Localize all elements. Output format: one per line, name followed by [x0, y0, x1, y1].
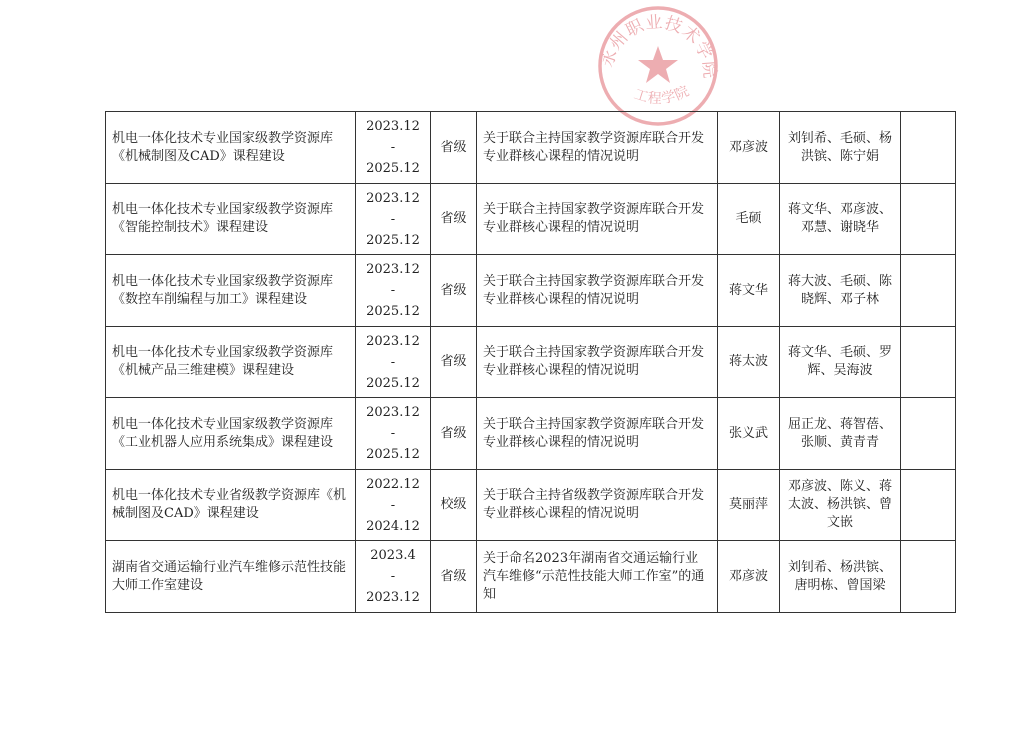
time-separator: - [390, 140, 396, 155]
project-name-cell: 机电一体化技术专业国家级教学资源库《数控车削编程与加工》课程建设 [106, 255, 356, 327]
project-table [105, 111, 956, 613]
level-cell: 省级 [431, 327, 477, 398]
time-cell [356, 112, 431, 184]
members-cell: 刘钊希、杨洪镔、唐明栋、曾国梁 [780, 541, 901, 613]
document-cell: 关于联合主持国家教学资源库联合开发专业群核心课程的情况说明 [477, 327, 718, 398]
table-row [106, 184, 956, 255]
table-row [106, 470, 956, 541]
remark-cell [901, 112, 956, 184]
leader-cell: 莫丽萍 [718, 470, 780, 541]
table-body [106, 112, 956, 613]
time-separator: - [390, 497, 396, 513]
time-cell [356, 470, 431, 541]
project-name-cell: 机电一体化技术专业国家级教学资源库《机械产品三维建模》课程建设 [106, 327, 356, 398]
seal-star-icon [638, 46, 678, 83]
time-separator: - [390, 569, 396, 584]
document-cell: 关于联合主持国家教学资源库联合开发专业群核心课程的情况说明 [477, 255, 718, 327]
members-cell: 邓彦波、陈义、蒋太波、杨洪镔、曾文嵌 [780, 470, 901, 541]
time-start: 2023.12 [366, 405, 420, 420]
time-start: 2023.4 [370, 548, 416, 563]
time-cell [356, 541, 431, 613]
time-cell [356, 255, 431, 327]
time-start: 2023.12 [366, 262, 420, 277]
document-cell: 关于联合主持国家教学资源库联合开发专业群核心课程的情况说明 [477, 112, 718, 184]
time-start: 2023.12 [366, 190, 420, 206]
official-seal [596, 4, 720, 128]
level-cell: 省级 [431, 398, 477, 470]
time-end: 2025.12 [366, 375, 420, 391]
time-separator: - [390, 426, 396, 441]
time-cell [356, 184, 431, 255]
document-cell: 关于命名2023年湖南省交通运输行业汽车维修“示范性技能大师工作室”的通知 [477, 541, 718, 613]
time-start: 2023.12 [366, 119, 420, 134]
project-name-cell: 机电一体化技术专业国家级教学资源库《工业机器人应用系统集成》课程建设 [106, 398, 356, 470]
seal-top-text: 永州职业技术学院 [597, 12, 720, 80]
project-name-cell: 机电一体化技术专业国家级教学资源库《智能控制技术》课程建设 [106, 184, 356, 255]
table-row [106, 327, 956, 398]
remark-cell [901, 470, 956, 541]
leader-cell: 蒋文华 [718, 255, 780, 327]
leader-cell: 邓彦波 [718, 541, 780, 613]
table-row [106, 398, 956, 470]
svg-text:工程学院 [632, 83, 693, 107]
remark-cell [901, 541, 956, 613]
members-cell: 刘钊希、毛硕、杨洪镔、陈宁娟 [780, 112, 901, 184]
time-end: 2023.12 [366, 590, 420, 605]
leader-cell: 毛硕 [718, 184, 780, 255]
time-cell [356, 327, 431, 398]
time-separator: - [390, 354, 396, 370]
time-start: 2023.12 [366, 333, 420, 349]
time-end: 2025.12 [366, 232, 420, 248]
members-cell: 蒋文华、邓彦波、邓慧、谢晓华 [780, 184, 901, 255]
time-start: 2022.12 [366, 476, 420, 492]
table-row [106, 255, 956, 327]
leader-cell: 蒋太波 [718, 327, 780, 398]
leader-cell: 邓彦波 [718, 112, 780, 184]
level-cell: 省级 [431, 112, 477, 184]
level-cell: 省级 [431, 255, 477, 327]
remark-cell [901, 398, 956, 470]
document-cell: 关于联合主持国家教学资源库联合开发专业群核心课程的情况说明 [477, 184, 718, 255]
time-end: 2025.12 [366, 304, 420, 319]
remark-cell [901, 327, 956, 398]
members-cell: 蒋文华、毛硕、罗辉、吴海波 [780, 327, 901, 398]
document-cell: 关于联合主持国家教学资源库联合开发专业群核心课程的情况说明 [477, 398, 718, 470]
level-cell: 省级 [431, 541, 477, 613]
time-end: 2025.12 [366, 161, 420, 176]
remark-cell [901, 184, 956, 255]
project-name-cell: 湖南省交通运输行业汽车维修示范性技能大师工作室建设 [106, 541, 356, 613]
document-cell: 关于联合主持省级教学资源库联合开发专业群核心课程的情况说明 [477, 470, 718, 541]
level-cell: 省级 [431, 184, 477, 255]
time-end: 2024.12 [366, 518, 420, 534]
time-separator: - [390, 283, 396, 298]
project-name-cell: 机电一体化技术专业省级教学资源库《机械制图及CAD》课程建设 [106, 470, 356, 541]
table-row [106, 541, 956, 613]
level-cell: 校级 [431, 470, 477, 541]
table-row [106, 112, 956, 184]
members-cell: 蒋大波、毛硕、陈晓辉、邓子林 [780, 255, 901, 327]
time-cell [356, 398, 431, 470]
time-end: 2025.12 [366, 447, 420, 462]
remark-cell [901, 255, 956, 327]
leader-cell: 张义武 [718, 398, 780, 470]
time-separator: - [390, 211, 396, 227]
project-name-cell: 机电一体化技术专业国家级教学资源库《机械制图及CAD》课程建设 [106, 112, 356, 184]
seal-bottom-text: 工程学院 [631, 82, 693, 108]
members-cell: 屈正龙、蒋智蓓、张顺、黄青青 [780, 398, 901, 470]
